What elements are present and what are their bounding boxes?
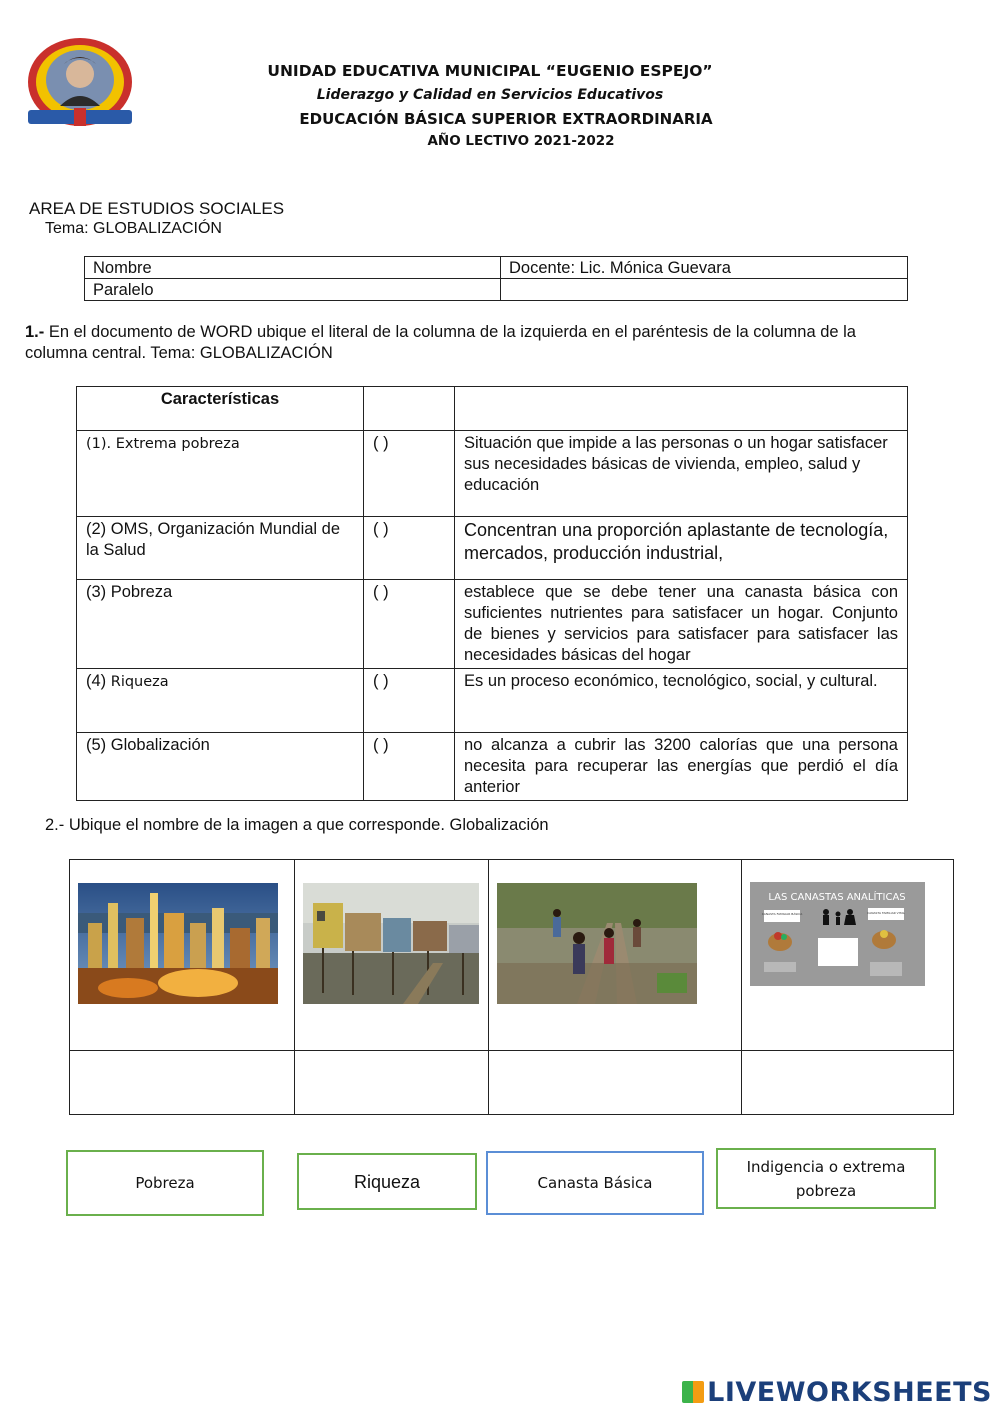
word-option-indigencia[interactable]: Indigencia o extrema pobreza — [716, 1148, 936, 1209]
liveworksheets-icon — [682, 1381, 704, 1403]
name-cell: Nombre — [85, 257, 501, 279]
school-name: UNIDAD EDUCATIVA MUNICIPAL “EUGENIO ESPEJO” — [267, 62, 713, 80]
infographic-right-label: CANASTA FAMILIAR VITAL — [867, 911, 905, 915]
table-row-term: (2) OMS, Organización Mundial de la Salud — [77, 517, 364, 580]
infographic-left-label: CANASTA FAMILIAR BÁSICA — [761, 912, 803, 916]
answer-drop-cell[interactable] — [489, 1051, 742, 1115]
answer-blank[interactable]: ( ) — [364, 733, 455, 801]
answer-blank[interactable]: ( ) — [364, 669, 455, 733]
table-row-definition: no alcanza a cubrir las 3200 calorías que una persona necesita para recuperar las energías que perdió el día anterior — [455, 733, 908, 801]
table-row-definition: Concentran una proporción aplastante de tecnología, mercados, producción industrial, — [455, 517, 908, 580]
question-1 — [25, 322, 915, 364]
school-motto: Liderazgo y Calidad en Servicios Educativos — [316, 87, 664, 103]
basket-infographic-image — [750, 882, 925, 986]
program-title: EDUCACIÓN BÁSICA SUPERIOR EXTRAORDINARIA — [299, 110, 713, 128]
table-row-term: (4) Riqueza — [77, 669, 364, 733]
railway-poverty-image — [497, 883, 697, 1004]
answer-drop-cell[interactable] — [70, 1051, 295, 1115]
characteristics-header: Características — [77, 387, 364, 431]
class-value-cell — [501, 279, 908, 301]
question-2: 2.- Ubique el nombre de la imagen a que corresponde. Globalización — [45, 816, 549, 834]
table-row-term: (3) Pobreza — [77, 580, 364, 669]
teacher-cell: Docente: Lic. Mónica Guevara — [501, 257, 908, 279]
city-night-image — [78, 883, 278, 1004]
table-row-definition: Situación que impide a las personas o un hogar satisfacer sus necesidades básicas de vivienda, empleo, salud y educación — [455, 431, 908, 517]
liveworksheets-brand: LIVEWORKSHEETS — [682, 1377, 992, 1408]
school-year: AÑO LECTIVO 2021-2022 — [427, 133, 615, 149]
infographic-title: LAS CANASTAS ANALÍTICAS — [768, 892, 906, 903]
answer-drop-cell[interactable] — [742, 1051, 954, 1115]
answer-blank[interactable]: ( ) — [364, 580, 455, 669]
table-row-term: (5) Globalización — [77, 733, 364, 801]
word-option-pobreza[interactable]: Pobreza — [66, 1150, 264, 1216]
word-option-riqueza[interactable]: Riqueza — [297, 1153, 477, 1210]
subject-area: AREA DE ESTUDIOS SOCIALES — [29, 199, 285, 218]
answer-blank[interactable]: ( ) — [364, 517, 455, 580]
question-1-text: En el documento de WORD ubique el literal de la columna de la izquierda en el paréntesis de la columna de la columna central. Tema: GLOBALIZACIÓN — [25, 323, 856, 362]
table-row-definition: Es un proceso económico, tecnológico, social, y cultural. — [455, 669, 908, 733]
topic: Tema: GLOBALIZACIÓN — [45, 220, 222, 237]
stilt-houses-image — [303, 883, 479, 1004]
answer-drop-cell[interactable] — [295, 1051, 489, 1115]
table-row-term: (1). Extrema pobreza — [77, 431, 364, 517]
answer-blank[interactable]: ( ) — [364, 431, 455, 517]
matching-table — [76, 386, 908, 801]
table-row-definition: establece que se debe tener una canasta básica con suficientes nutrientes para satisfacer un hogar. Conjunto de bienes y servicios para satisfacer para satisfacer las necesidades básicas del hogar — [455, 580, 908, 669]
word-option-canasta-basica[interactable]: Canasta Básica — [486, 1151, 704, 1215]
class-cell: Paralelo — [85, 279, 501, 301]
student-info-table — [84, 256, 908, 301]
question-1-number: 1.- — [25, 323, 45, 341]
